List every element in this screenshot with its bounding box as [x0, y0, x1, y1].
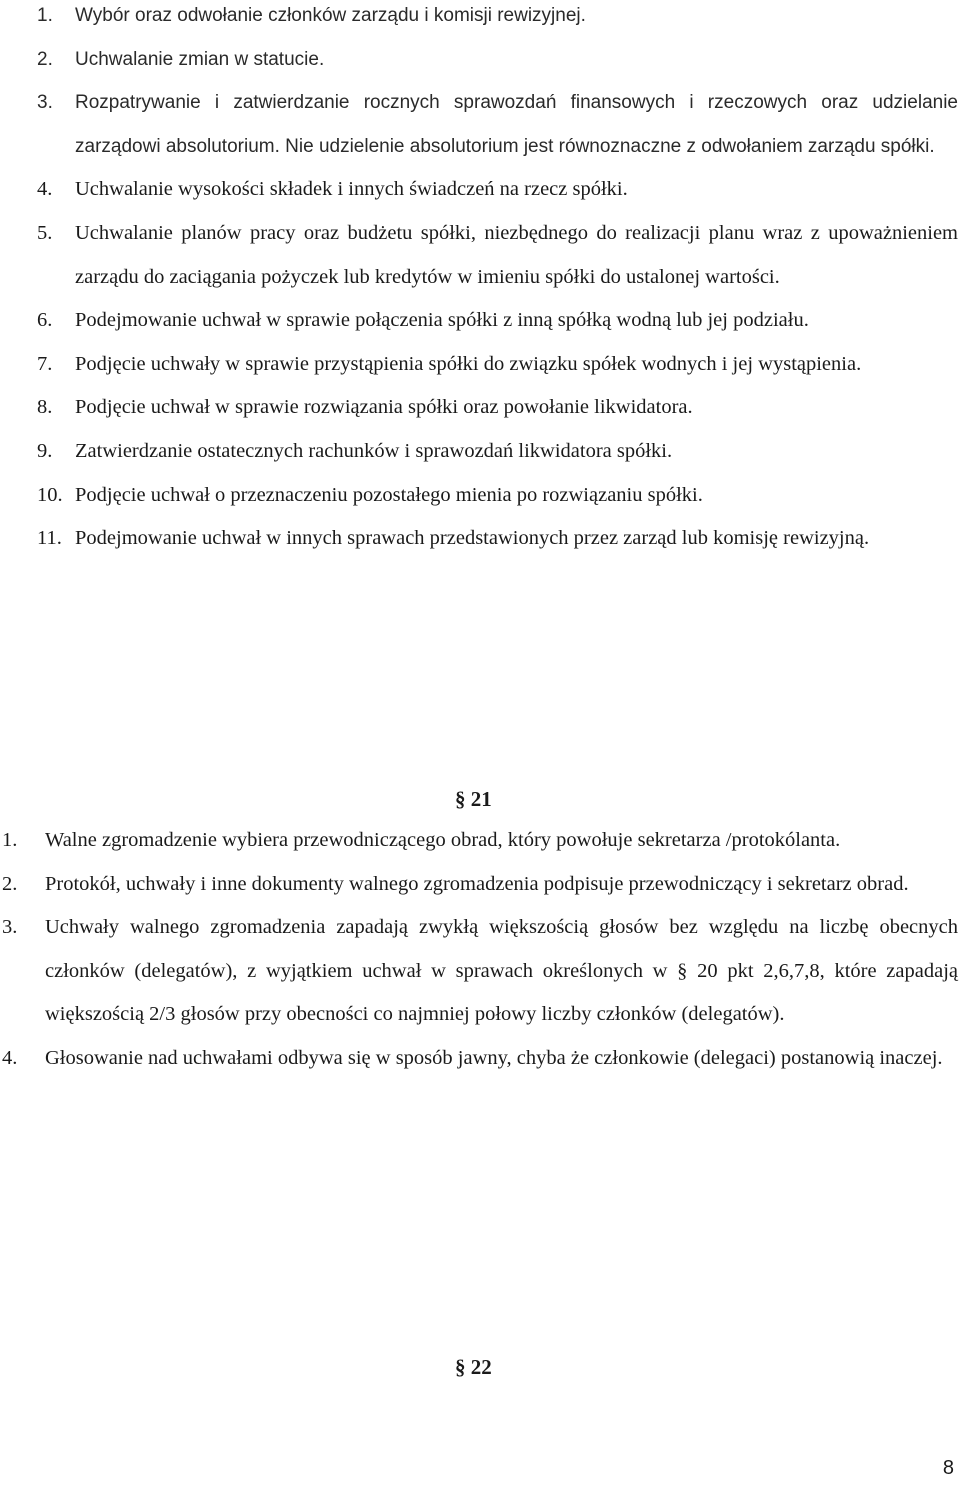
list-item — [0, 863, 958, 907]
list-item — [0, 0, 958, 38]
item-number: 11. — [37, 527, 62, 550]
item-number: 1. — [2, 829, 18, 851]
item-number: 2. — [2, 872, 18, 895]
item-text: Uchwalanie zmian w statucie. — [75, 48, 325, 70]
list-item — [0, 474, 958, 518]
item-number: 8. — [37, 396, 53, 419]
list-item — [0, 906, 958, 1037]
item-number: 3. — [37, 92, 53, 114]
item-text: Walne zgromadzenie wybiera przewodniczącego obrad, który powołuje sekretarza /protokólanta. — [45, 829, 841, 851]
section-heading-22: § 22 — [455, 1355, 492, 1379]
item-text: Zatwierdzanie ostatecznych rachunków i sprawozdań likwidatora spółki. — [75, 439, 673, 462]
item-text: Uchwalanie wysokości składek i innych świadczeń na rzecz spółki. — [75, 178, 628, 201]
item-text: Podjęcie uchwał o przeznaczeniu pozostałego mienia po rozwiązaniu spółki. — [75, 483, 703, 506]
competence-list — [0, 0, 958, 561]
section-heading-21: § 21 — [455, 787, 492, 811]
list-item — [0, 386, 958, 430]
list-item — [0, 38, 958, 82]
page-number: 8 — [942, 1457, 954, 1479]
item-text: Podjęcie uchwał w sprawie rozwiązania spółki oraz powołanie likwidatora. — [75, 396, 693, 419]
item-number: 5. — [37, 221, 53, 244]
item-number: 7. — [37, 352, 53, 375]
item-text: Głosowanie nad uchwałami odbywa się w sposób jawny, chyba że członkowie (delegaci) postanowią inaczej. — [45, 1046, 943, 1069]
item-number: 6. — [37, 309, 53, 332]
list-item — [0, 517, 958, 561]
item-text: Wybór oraz odwołanie członków zarządu i komisji rewizyjnej. — [75, 5, 586, 26]
item-number: 2. — [37, 48, 53, 70]
item-number: 4. — [37, 178, 53, 201]
item-number: 4. — [2, 1046, 18, 1069]
item-number: 3. — [2, 916, 18, 939]
item-number: 9. — [37, 439, 53, 462]
list-item — [0, 1037, 958, 1081]
item-text: Uchwalanie planów pracy oraz budżetu spółki, niezbędnego do realizacji planu wraz z upoważnieniem zarządu do zaciągania pożyczek lub kredytów w imieniu spółki do ustalonej wartości. — [75, 221, 958, 288]
item-number: 10. — [37, 483, 63, 506]
list-item — [0, 343, 958, 387]
item-text: Protokół, uchwały i inne dokumenty walnego zgromadzenia podpisuje przewodniczący i sekretarz obrad. — [45, 872, 909, 895]
list-item — [0, 430, 958, 474]
item-text: Rozpatrywanie i zatwierdzanie rocznych sprawozdań finansowych i rzeczowych oraz udzielanie zarządowi absolutorium. Nie udzielenie absolutorium jest równoznaczne z odwołaniem zarządu spółki. — [75, 92, 958, 157]
item-text: Podejmowanie uchwał w sprawie połączenia spółki z inną spółką wodną lub jej podziału. — [75, 309, 809, 332]
list-item — [0, 81, 958, 168]
list-item — [0, 168, 958, 212]
list-item — [0, 212, 958, 299]
list-item — [0, 819, 958, 863]
assembly-rules-list — [0, 819, 958, 1081]
item-text: Podjęcie uchwały w sprawie przystąpienia spółki do związku spółek wodnych i jej wystąpienia. — [75, 352, 862, 375]
item-text: Uchwały walnego zgromadzenia zapadają zwykłą większością głosów bez względu na liczbę obecnych członków (delegatów), z wyjątkiem uchwał w sprawach określonych w § 20 pkt 2,6,7,8, które zapadają większością 2/3 głosów przy obecności co najmniej połowy liczby członków (delegatów). — [45, 916, 958, 1026]
item-number: 1. — [37, 5, 53, 26]
list-item — [0, 299, 958, 343]
item-text: Podejmowanie uchwał w innych sprawach przedstawionych przez zarząd lub komisję rewizyjną. — [75, 527, 870, 550]
